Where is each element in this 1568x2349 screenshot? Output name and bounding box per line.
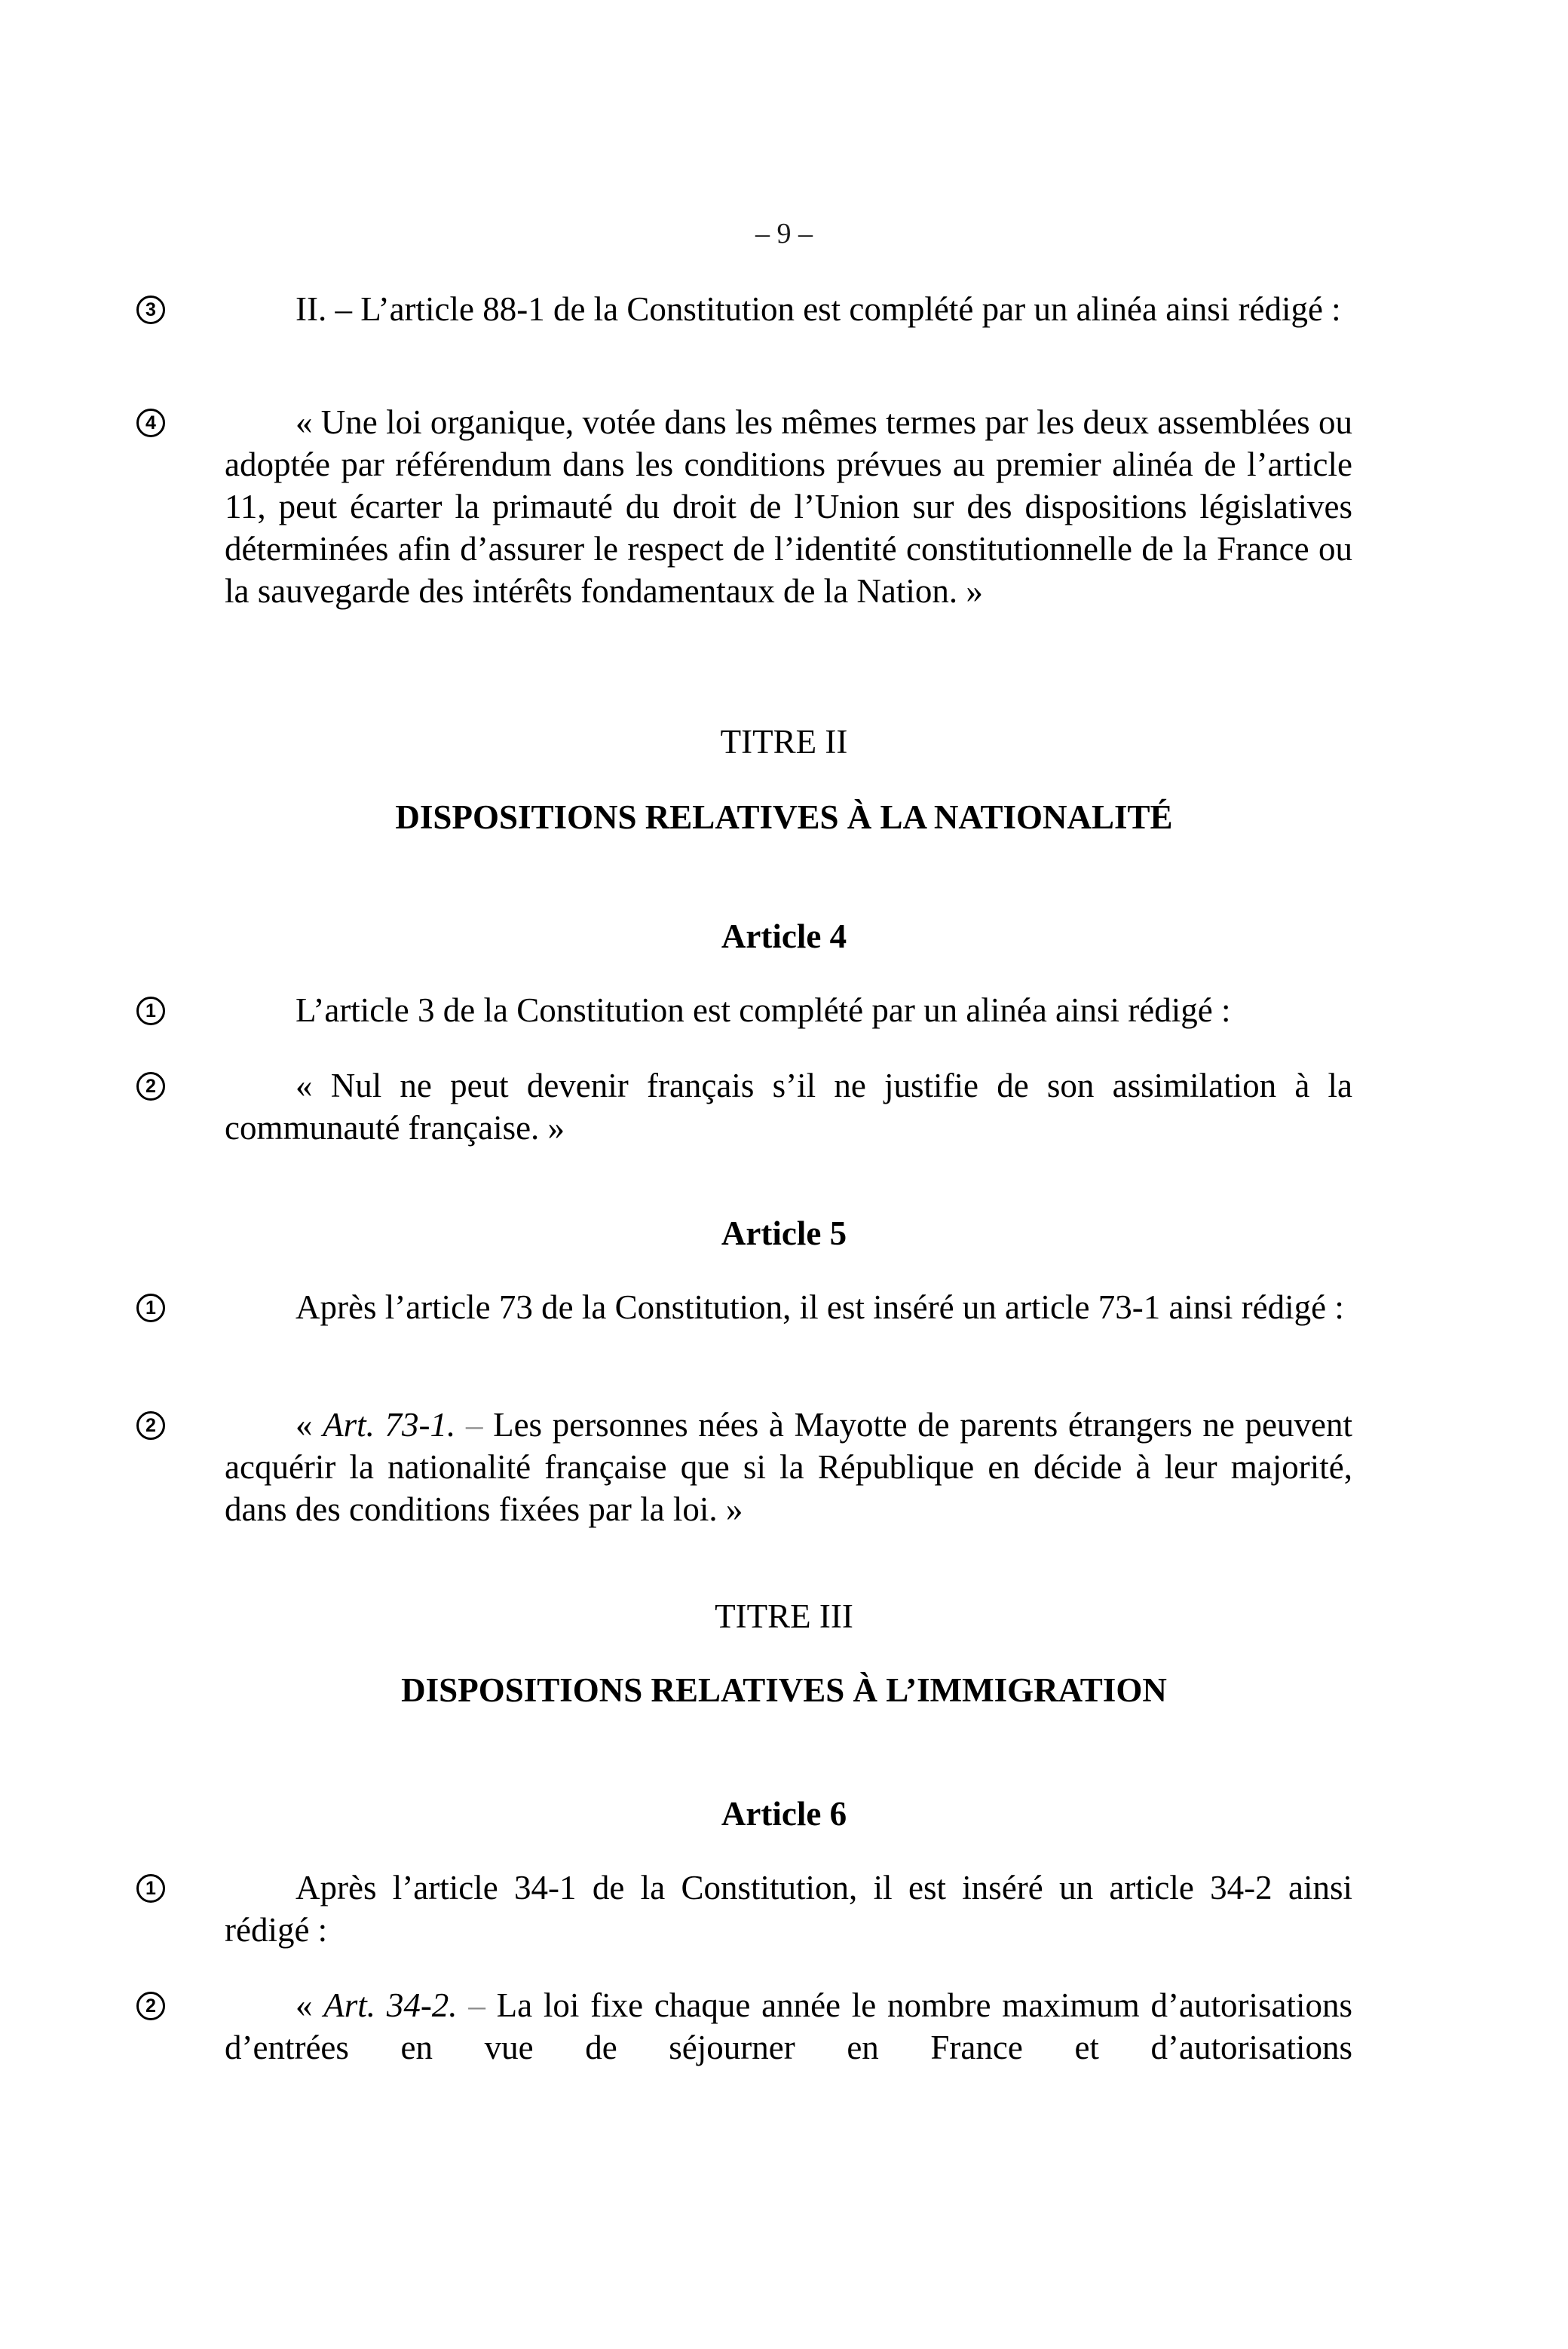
alinea-marker-icon: 1: [136, 997, 165, 1025]
alinea-marker-icon: 3: [136, 296, 165, 324]
article-heading: Article 5: [721, 1214, 847, 1252]
paragraph-alinea-2: [225, 1984, 1352, 2069]
article-reference: Art. 34-2.: [323, 1986, 458, 2024]
paragraph-text: « Une loi organique, votée dans les mêmes termes par les deux assemblées ou adoptée par référendum dans les conditions prévues au premier alinéa de l’article 11, peut écarter la primauté du droit de l’Union sur des dispositions législatives déterminées afin d’assurer le respect de l’identité constitutionnelle de la France ou la sauvegarde des intérêts fondamentaux de la Nation. »: [225, 403, 1352, 610]
paragraph-text: II. – L’article 88-1 de la Constitution est complété par un alinéa ainsi rédigé :: [296, 290, 1341, 328]
alinea-marker-icon: 4: [136, 409, 165, 437]
alinea-marker-icon: 1: [136, 1294, 165, 1322]
alinea-marker-icon: 2: [136, 1072, 165, 1101]
titre-label: TITRE III: [715, 1597, 853, 1635]
paragraph-alinea-1: [225, 989, 1352, 1031]
article-reference: Art. 73-1.: [323, 1406, 456, 1444]
paragraph-alinea-3: [225, 288, 1352, 330]
paragraph-alinea-2: [225, 1404, 1352, 1530]
paragraph-alinea-4: [225, 401, 1352, 612]
paragraph-text: Après l’article 34-1 de la Constitution, il est inséré un article 34-2 ainsi rédigé :: [225, 1869, 1352, 1949]
paragraph-alinea-1: [225, 1286, 1352, 1328]
article-heading: Article 4: [721, 917, 847, 955]
titre-label: TITRE II: [720, 723, 848, 761]
open-quote: «: [296, 1406, 323, 1444]
paragraph-text: La loi fixe chaque année le nombre maximum d’autorisations d’entrées en vue de séjourner en France et d’autorisations: [225, 1986, 1353, 2066]
titre-title: DISPOSITIONS RELATIVES À L’IMMIGRATION: [401, 1671, 1167, 1709]
page-number: – 9 –: [755, 218, 813, 250]
alinea-marker-icon: 2: [136, 1992, 165, 2020]
alinea-marker-icon: 1: [136, 1874, 165, 1903]
alinea-marker-icon: 2: [136, 1411, 165, 1440]
paragraph-text: Les personnes nées à Mayotte de parents étrangers ne peuvent acquérir la nationalité française que si la République en décide à leur majorité, dans des conditions fixées par la loi. »: [225, 1406, 1352, 1528]
paragraph-text: « Nul ne peut devenir français s’il ne justifie de son assimilation à la communauté française. »: [225, 1067, 1352, 1147]
paragraph-alinea-1: [225, 1867, 1352, 1951]
paragraph-alinea-2: [225, 1064, 1352, 1149]
titre-title: DISPOSITIONS RELATIVES À LA NATIONALITÉ: [395, 798, 1173, 836]
dash: –: [457, 1986, 497, 2024]
article-heading: Article 6: [721, 1795, 847, 1833]
dash: –: [455, 1406, 494, 1444]
paragraph-text: L’article 3 de la Constitution est complété par un alinéa ainsi rédigé :: [296, 991, 1231, 1029]
open-quote: «: [296, 1986, 324, 2024]
paragraph-text: Après l’article 73 de la Constitution, il est inséré un article 73-1 ainsi rédigé :: [296, 1288, 1344, 1326]
